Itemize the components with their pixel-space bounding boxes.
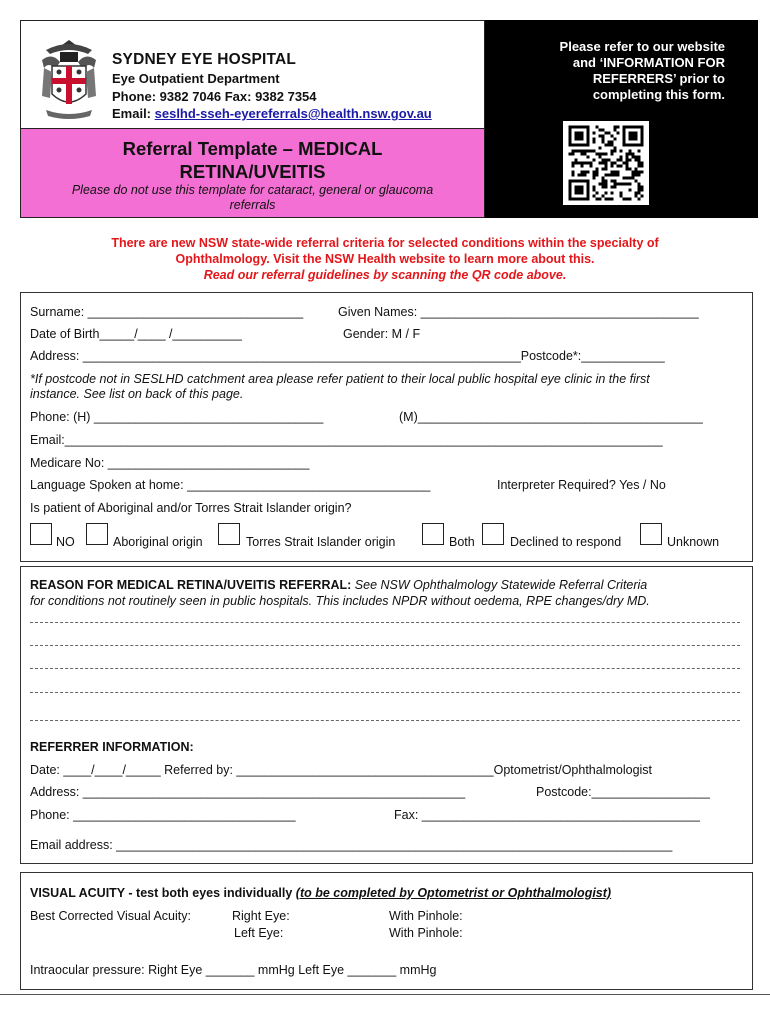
given-names-field[interactable]: Given Names: ________________________________________ (338, 305, 699, 319)
checkbox-both[interactable] (422, 523, 444, 545)
bcva-label: Best Corrected Visual Acuity: (30, 909, 191, 923)
language-field[interactable]: Language Spoken at home: ___________________________________ (30, 478, 431, 492)
reason-input-line[interactable] (30, 720, 740, 721)
website-note-line: REFERRERS’ prior to (592, 71, 725, 86)
right-pinhole-field[interactable]: With Pinhole: (389, 909, 463, 923)
reason-note-line2: for conditions not routinely seen in public hospitals. This includes NPDR without oedema, RPE changes/dry MD. (30, 594, 650, 608)
checkbox-no-label: NO (56, 535, 75, 549)
visual-acuity-heading: VISUAL ACUITY - test both eyes individually (30, 886, 296, 900)
home-phone-field[interactable]: Phone: (H) _________________________________ (30, 410, 324, 424)
reason-input-line[interactable] (30, 692, 740, 693)
medicare-field[interactable]: Medicare No: _____________________________ (30, 456, 310, 470)
website-note-line: completing this form. (592, 87, 725, 102)
right-eye-field[interactable]: Right Eye: (232, 909, 290, 923)
form-title-line1: Referral Template – MEDICAL (122, 138, 383, 159)
qr-code-icon[interactable] (563, 121, 649, 205)
page-bottom-divider (0, 994, 770, 995)
patient-address-field[interactable]: Address: _______________________________________________________________Postcode*:____________ (30, 349, 665, 363)
reason-heading-line (30, 578, 647, 592)
form-title-line2: RETINA/UVEITIS (179, 161, 326, 182)
hospital-crest-logo (38, 38, 100, 122)
referrer-address-field[interactable]: Address: _______________________________________________________ (30, 785, 466, 799)
form-subtitle-line2: referrals (229, 198, 276, 212)
checkbox-torres-strait-label: Torres Strait Islander origin (246, 535, 396, 549)
checkbox-unknown[interactable] (640, 523, 662, 545)
interpreter-field[interactable]: Interpreter Required? Yes / No (497, 478, 666, 492)
referrer-postcode-field[interactable]: Postcode:_________________ (536, 785, 710, 799)
referral-date-field[interactable]: Date: ____/____/_____ Referred by: _____________________________________Optometrist/Ophthalmologist (30, 763, 653, 777)
website-note-line: and ‘INFORMATION FOR (572, 55, 725, 70)
postcode-note-line2: instance. See list on back of this page. (30, 387, 244, 401)
hospital-email-line (112, 106, 432, 121)
email-label: Email: (112, 106, 155, 121)
referrer-heading: REFERRER INFORMATION: (30, 740, 194, 754)
reason-heading: REASON FOR MEDICAL RETINA/UVEITIS REFERRAL: (30, 578, 355, 592)
checkbox-aboriginal-label: Aboriginal origin (113, 535, 203, 549)
hospital-name: SYDNEY EYE HOSPITAL (112, 51, 297, 68)
visual-acuity-note: (to be completed by Optometrist or Ophthalmologist) (295, 886, 612, 900)
notice-line1: There are new NSW state-wide referral criteria for selected conditions within the specialty of (111, 236, 659, 250)
surname-field[interactable]: Surname: _______________________________ (30, 305, 304, 319)
website-note (485, 39, 725, 103)
department-name: Eye Outpatient Department (112, 71, 280, 86)
reason-input-line[interactable] (30, 668, 740, 669)
form-subtitle-line1: Please do not use this template for cataract, general or glaucoma (71, 183, 434, 197)
origin-question: Is patient of Aboriginal and/or Torres Strait Islander origin? (30, 501, 352, 515)
intraocular-pressure-field[interactable]: Intraocular pressure: Right Eye _______ mmHg Left Eye _______ mmHg (30, 963, 437, 977)
hospital-email-link[interactable]: seslhd-sseh-eyereferrals@health.nsw.gov.au (154, 106, 432, 121)
postcode-note-line1: *If postcode not in SESLHD catchment area please refer patient to their local public hospital eye clinic in the first (30, 372, 650, 386)
hospital-phone-fax: Phone: 9382 7046 Fax: 9382 7354 (112, 89, 317, 104)
left-eye-field[interactable]: Left Eye: (234, 926, 284, 940)
referrer-phone-field[interactable]: Phone: ________________________________ (30, 808, 296, 822)
patient-email-field[interactable]: Email:______________________________________________________________________________________ (30, 433, 663, 447)
checkbox-aboriginal[interactable] (86, 523, 108, 545)
notice-line3: Read our referral guidelines by scanning the QR code above. (203, 268, 567, 282)
checkbox-unknown-label: Unknown (667, 535, 720, 549)
referrer-fax-field[interactable]: Fax: ________________________________________ (394, 808, 700, 822)
date-of-birth-field[interactable]: Date of Birth_____/____ /__________ (30, 327, 242, 341)
checkbox-declined-label: Declined to respond (510, 535, 622, 549)
reason-note: See NSW Ophthalmology Statewide Referral Criteria (354, 578, 648, 592)
gender-field[interactable]: Gender: M / F (343, 327, 421, 341)
reason-input-line[interactable] (30, 622, 740, 623)
mobile-phone-field[interactable]: (M)_________________________________________ (399, 410, 703, 424)
referrer-email-field[interactable]: Email address: ________________________________________________________________________________ (30, 838, 673, 852)
reason-input-line[interactable] (30, 645, 740, 646)
checkbox-no[interactable] (30, 523, 52, 545)
visual-acuity-heading-line (30, 886, 611, 900)
left-pinhole-field[interactable]: With Pinhole: (389, 926, 463, 940)
checkbox-declined[interactable] (482, 523, 504, 545)
checkbox-both-label: Both (449, 535, 475, 549)
website-note-line: Please refer to our website (559, 39, 725, 54)
notice-line2: Ophthalmology. Visit the NSW Health website to learn more about this. (175, 252, 595, 266)
checkbox-torres-strait[interactable] (218, 523, 240, 545)
